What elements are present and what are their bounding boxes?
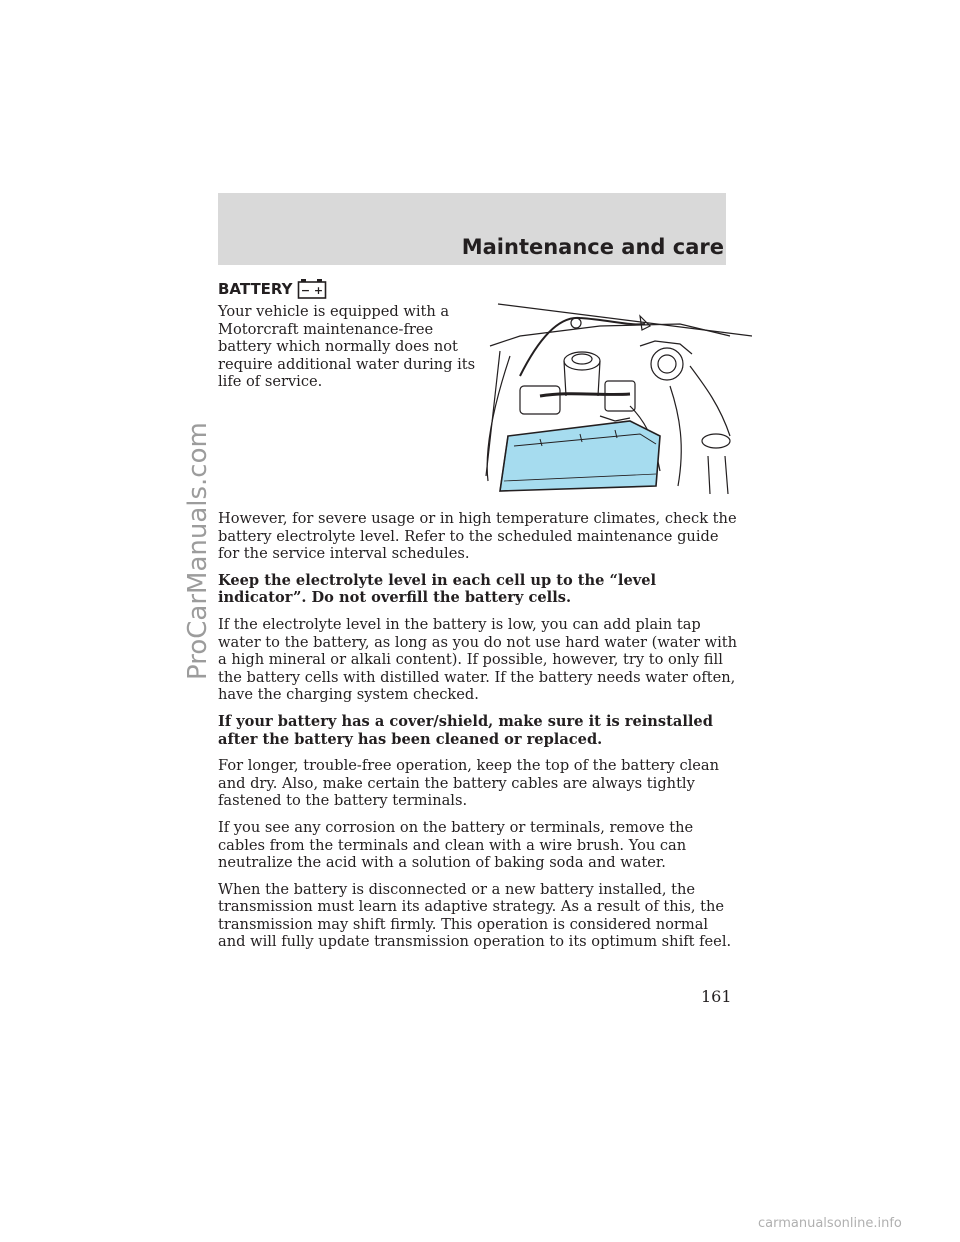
paragraph: For longer, trouble-free operation, keep the top of the battery clean and dry. Also, make certain the battery cables are always tightly fastened to the battery terminals. [218, 757, 720, 810]
battery-shape [500, 421, 660, 491]
battery-icon [297, 278, 327, 300]
paragraph: However, for severe usage or in high temperature climates, check the battery electrolyte level. Refer to the scheduled maintenance guide for the service interval schedules. [218, 510, 737, 563]
footer-watermark: carmanualsonline.info [758, 1216, 902, 1231]
paragraph-warning: Keep the electrolyte level in each cell up to the “level indicator”. Do not overfill the battery cells. [218, 571, 657, 607]
paragraph: If the electrolyte level in the battery is low, you can add plain tap water to the battery, as long as you do not use hard water (water with a high mineral or alkali content). If possible, however, try to only fill the battery cells with distilled water. If the battery needs water often, have the charging system checked. [218, 615, 738, 704]
heading-title: BATTERY [218, 280, 293, 298]
battery-heading [218, 278, 327, 300]
paragraph-warning: If your battery has a cover/shield, make sure it is reinstalled after the battery has been cleaned or replaced. [218, 712, 713, 748]
intro-paragraph: Your vehicle is equipped with a Motorcraft maintenance-free battery which normally does not require additional water during its life of service. [218, 303, 476, 391]
section-title: Maintenance and care [461, 235, 724, 259]
battery-icon-text: − + [300, 284, 323, 297]
paragraph: If you see any corrosion on the battery or terminals, remove the cables from the terminals and clean with a wire brush. You can neutralize the acid with a solution of baking soda and water. [218, 818, 694, 872]
body-text [218, 510, 738, 960]
watermark: ProCarManuals.com [183, 422, 213, 680]
paragraph: When the battery is disconnected or a new battery installed, the transmission must learn its adaptive strategy. As a result of this, the transmission may shift firmly. This operation is considered normal and will fully update transmission operation to its optimum shift feel. [218, 880, 732, 951]
engine-compartment-illustration [480, 296, 752, 494]
section-header-band [218, 193, 726, 265]
page-number: 161 [701, 987, 732, 1006]
